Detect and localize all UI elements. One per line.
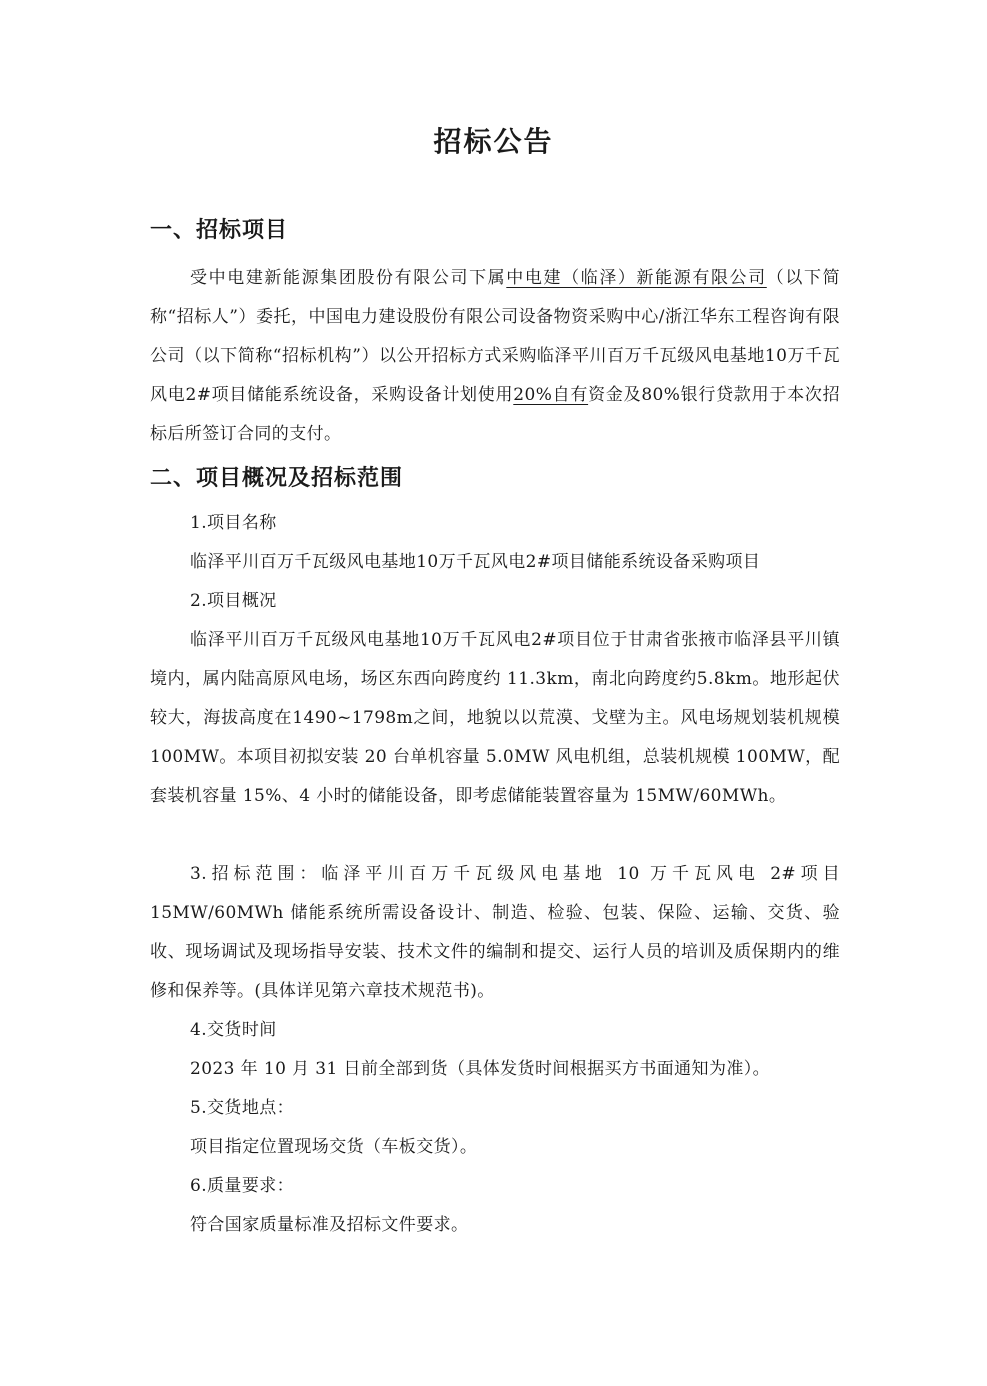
item-4-label: 4.交货时间: [190, 1020, 277, 1040]
tenderer-name-underlined: 中电建（临泽）新能源有限公司: [506, 268, 767, 288]
item-4-text: 2023 年 10 月 31 日前全部到货（具体发货时间根据买方书面通知为准）。: [190, 1059, 771, 1079]
item-1-text: 临泽平川百万千瓦级风电基地10万千瓦风电2#项目储能系统设备采购项目: [190, 552, 761, 572]
item-5-text: 项目指定位置现场交货（车板交货）。: [190, 1137, 478, 1157]
para-text-1: 受中电建新能源集团股份有限公司下属: [190, 268, 507, 288]
item-1-label: 1.项目名称: [190, 513, 277, 533]
item-5-label: 5.交货地点：: [190, 1098, 295, 1118]
section-1-paragraph: [150, 259, 840, 454]
item-3-paragraph: [150, 855, 840, 1011]
funding-ratio-underlined: 20%自有: [513, 385, 589, 405]
item-3-text: 3.招标范围：临泽平川百万千瓦级风电基地 10 万千瓦风电 2#项目 15MW/60MWh 储能系统所需设备设计、制造、检验、包装、保险、运输、交货、验收、现场调试及现场指导安装、技术文件的编制和提交、运行人员的培训及质保期内的维修和保养等。(具体详见第六章技术规范书)。: [150, 864, 840, 1001]
item-6-text: 符合国家质量标准及招标文件要求。: [190, 1215, 469, 1235]
item-2-text: 临泽平川百万千瓦级风电基地10万千瓦风电2#项目位于甘肃省张掖市临泽县平川镇境内，属内陆高原风电场，场区东西向跨度约 11.3km，南北向跨度约5.8km。地形起伏较大，海拔高度在1490~1798m之间，地貌以以荒漠、戈壁为主。风电场规划装机规模 100MW。本项目初拟安装 20 台单机容量 5.0MW 风电机组，总装机规模 100MW，配套装机容量 15%、4 小时的储能设备，即考虑储能装置容量为 15MW/60MWh。: [150, 630, 840, 806]
item-2-paragraph: [150, 621, 840, 816]
section-2-heading: 二、项目概况及招标范围: [150, 466, 404, 491]
section-1-heading: 一、招标项目: [150, 218, 289, 243]
para-text-2: （以下简称“招标人”）委托，中国电力建设股份有限公司设备物资采购中心/浙江华东工程咨询有限公司（以下简称“招标机构”）以公开招标方式采购临泽平川百万千瓦级风电基地10万千瓦风电2#项目储能系统设备，采购设备计划使用: [150, 268, 840, 405]
item-2-label: 2.项目概况: [190, 591, 277, 611]
document-title: 招标公告: [433, 125, 554, 158]
para-text-3: 资金及80%银行贷款用于本次招标后所签订合同的支付。: [150, 385, 840, 444]
item-6-label: 6.质量要求：: [190, 1176, 295, 1196]
